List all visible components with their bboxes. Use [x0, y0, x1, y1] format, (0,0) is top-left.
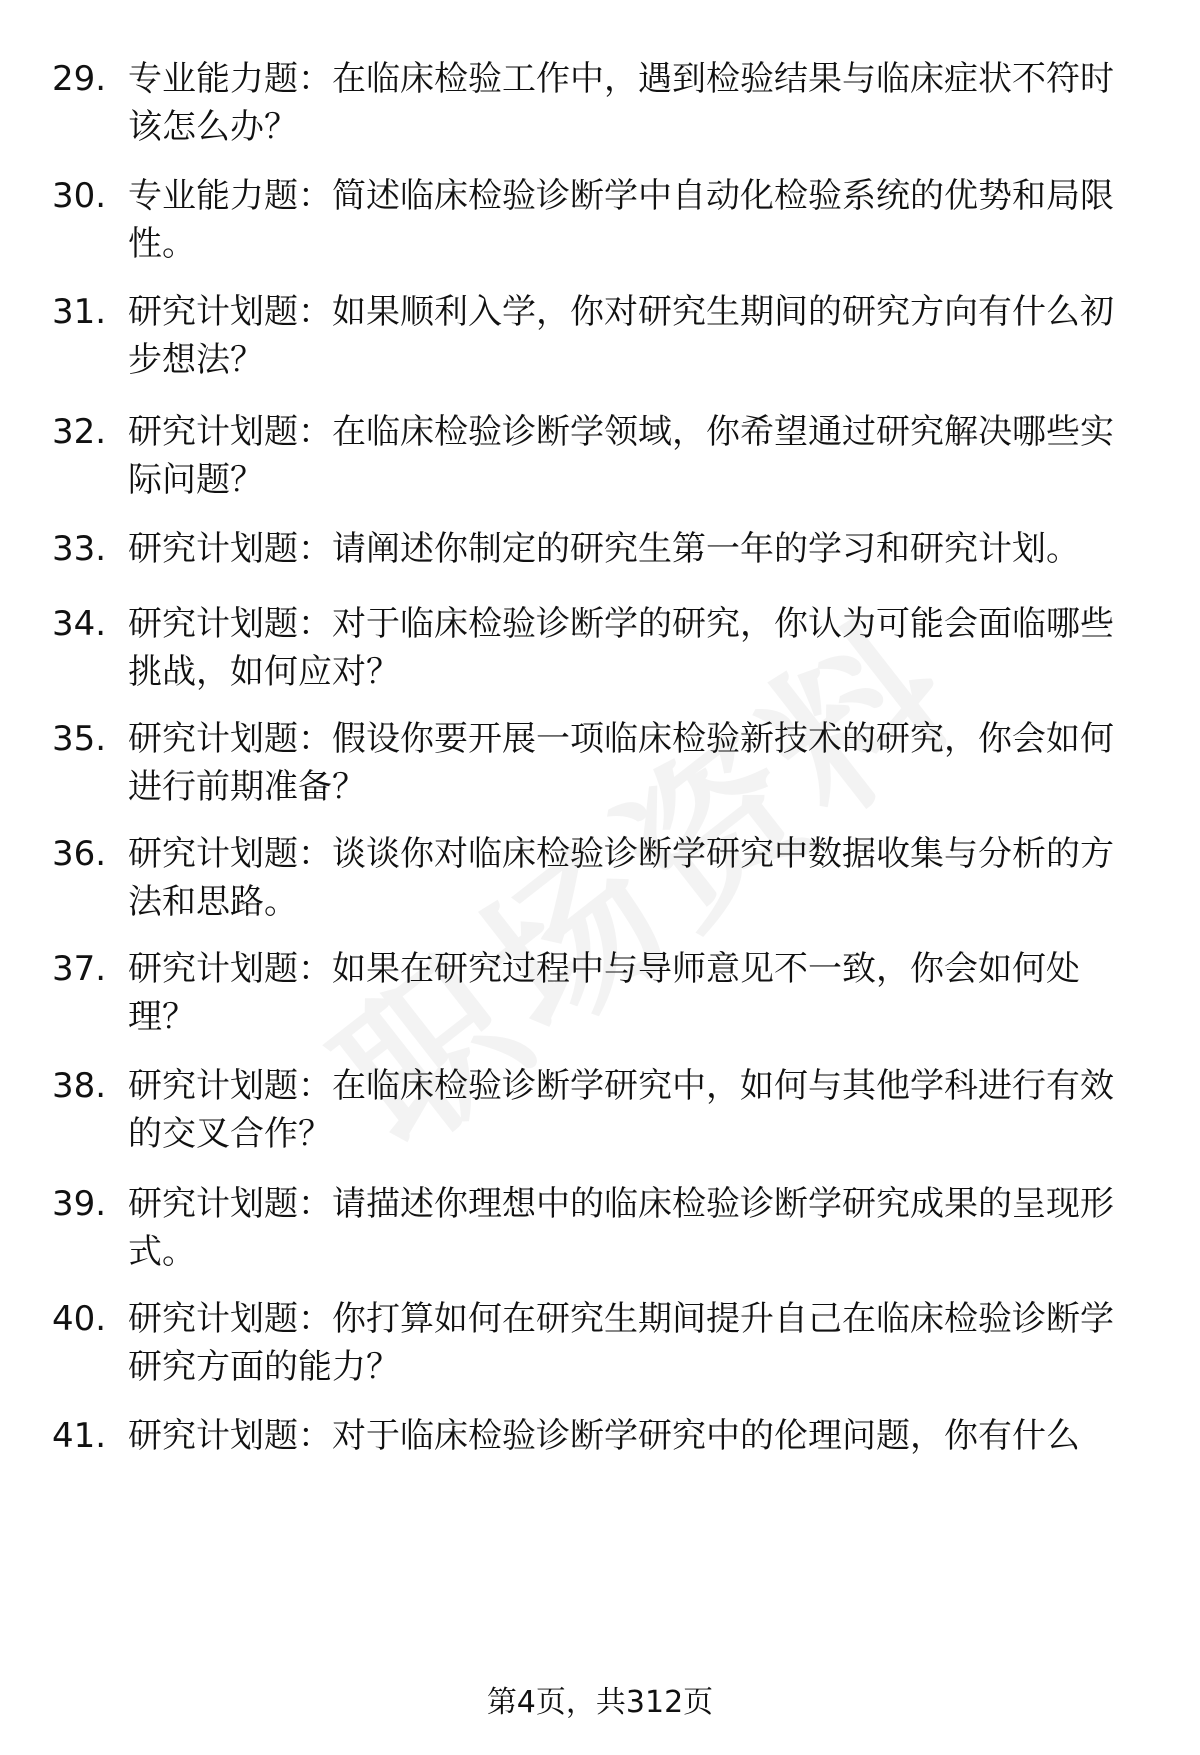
question-text: 研究计划题：谈谈你对临床检验诊断学研究中数据收集与分析的方法和思路。 — [128, 834, 1114, 922]
question-number: 30. — [52, 176, 107, 216]
question-number: 34. — [52, 604, 107, 644]
question-number: 41. — [52, 1416, 107, 1456]
question-text: 研究计划题：在临床检验诊断学研究中，如何与其他学科进行有效的交叉合作？ — [128, 1066, 1114, 1154]
question-text: 研究计划题：在临床检验诊断学领域，你希望通过研究解决哪些实际问题？ — [128, 412, 1114, 500]
question-text: 研究计划题：如果顺利入学，你对研究生期间的研究方向有什么初步想法？ — [128, 292, 1114, 380]
question-number: 38. — [52, 1066, 107, 1106]
question-text: 专业能力题：在临床检验工作中，遇到检验结果与临床症状不符时该怎么办？ — [128, 59, 1114, 147]
question-number: 31. — [52, 292, 107, 332]
question-text: 研究计划题：请描述你理想中的临床检验诊断学研究成果的呈现形式。 — [128, 1184, 1114, 1272]
question-number: 36. — [52, 834, 107, 874]
question-number: 35. — [52, 719, 107, 759]
question-number: 32. — [52, 412, 107, 452]
question-text: 专业能力题：简述临床检验诊断学中自动化检验系统的优势和局限性。 — [128, 176, 1114, 264]
question-number: 33. — [52, 529, 107, 569]
question-text: 研究计划题：对于临床检验诊断学的研究，你认为可能会面临哪些挑战，如何应对？ — [128, 604, 1114, 692]
page-footer — [0, 1683, 1200, 1723]
question-text: 研究计划题：如果在研究过程中与导师意见不一致，你会如何处理？ — [128, 949, 1080, 1037]
question-number: 29. — [52, 59, 107, 99]
question-text: 研究计划题：请阐述你制定的研究生第一年的学习和研究计划。 — [128, 529, 1080, 569]
question-text: 研究计划题：假设你要开展一项临床检验新技术的研究，你会如何进行前期准备？ — [128, 719, 1114, 807]
question-text: 研究计划题：对于临床检验诊断学研究中的伦理问题，你有什么 — [128, 1416, 1080, 1456]
question-number: 37. — [52, 949, 107, 989]
question-text: 研究计划题：你打算如何在研究生期间提升自己在临床检验诊断学研究方面的能力？ — [128, 1299, 1114, 1387]
question-number: 40. — [52, 1299, 107, 1339]
question-number: 39. — [52, 1184, 107, 1224]
page-number-label: 第4页，共312页 — [486, 1685, 714, 1720]
